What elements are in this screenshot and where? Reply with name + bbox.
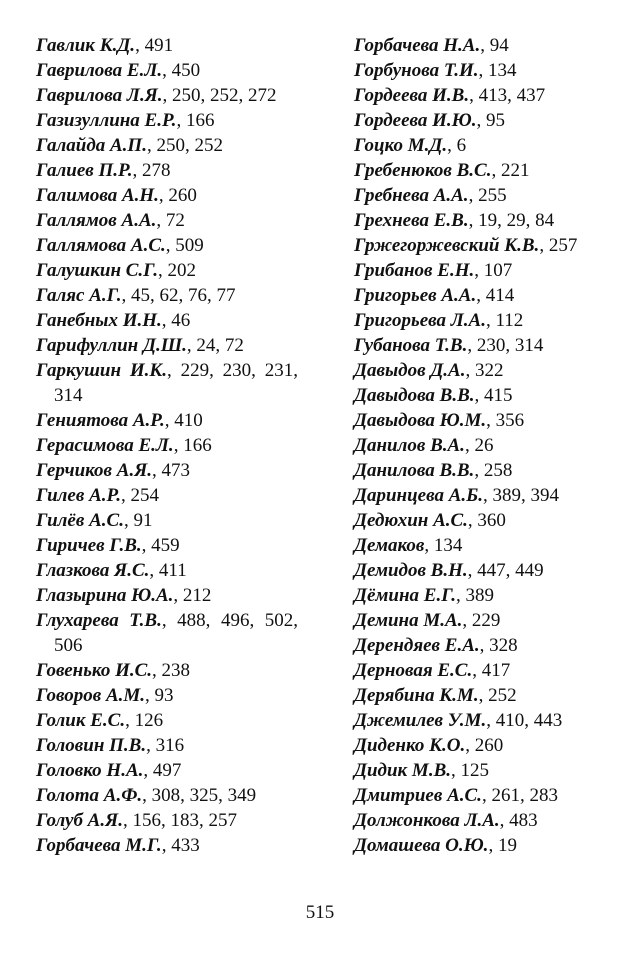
entry-name: Грехнева Е.В.: [354, 210, 469, 231]
index-entry: [36, 58, 298, 83]
index-entry: [354, 733, 608, 758]
entry-name: Демина М.А.: [354, 610, 463, 631]
entry-pages: , 230, 314: [467, 335, 544, 356]
entry-name: Гаврилова Л.Я.: [36, 85, 163, 106]
index-entry: [354, 433, 608, 458]
entry-pages: , 328: [479, 635, 518, 656]
entry-pages: , 491: [135, 35, 174, 56]
index-entry: [36, 508, 298, 533]
entry-pages: , 417: [472, 660, 511, 681]
index-entry: [354, 758, 608, 783]
entry-name: Гиричев Г.В.: [36, 535, 142, 556]
entry-pages: , 450: [162, 60, 201, 81]
entry-pages: , 316: [146, 735, 185, 756]
index-entry: [36, 258, 298, 283]
entry-pages: , 166: [176, 110, 215, 131]
entry-pages: , 360: [467, 510, 506, 531]
entry-name: Гребенюков В.С.: [354, 160, 492, 181]
entry-name: Галлямова А.С.: [36, 235, 166, 256]
entry-name: Галяс А.Г.: [36, 285, 122, 306]
entry-pages: , 278: [132, 160, 171, 181]
index-entry: [354, 683, 608, 708]
index-entry: [36, 558, 298, 583]
index-entry: [354, 558, 608, 583]
index-entry: [354, 308, 608, 333]
entry-pages: , 411: [149, 560, 187, 581]
entry-pages: , 509: [165, 235, 204, 256]
index-entry: [36, 833, 298, 858]
index-entry: [36, 108, 298, 133]
entry-pages: , 322: [465, 360, 504, 381]
index-entry: [36, 408, 298, 433]
entry-name: Глазкова Я.С.: [36, 560, 150, 581]
entry-pages: , 483: [499, 810, 538, 831]
index-entry: [354, 183, 608, 208]
index-entry: [36, 683, 298, 708]
entry-pages: , 260: [465, 735, 504, 756]
entry-pages: , 125: [451, 760, 489, 781]
entry-name: Глухарева Т.В.: [36, 610, 162, 631]
entry-name: Диденко К.О.: [354, 735, 466, 756]
entry-name: Гоцко М.Д.: [354, 135, 448, 156]
entry-pages: , 433: [161, 835, 200, 856]
index-entry: [354, 258, 608, 283]
index-entry: [36, 183, 298, 208]
index-entry: [354, 158, 608, 183]
entry-name: Горбачева Н.А.: [354, 35, 481, 56]
entry-pages: , 93: [145, 685, 174, 706]
entry-name: Гребнева А.А.: [354, 185, 469, 206]
entry-pages: , 254: [120, 485, 159, 506]
index-entry: [354, 483, 608, 508]
index-entry: [354, 108, 608, 133]
entry-name: Давыдова В.В.: [354, 385, 475, 406]
entry-name: Григорьева Л.А.: [354, 310, 486, 331]
index-entry: [354, 508, 608, 533]
entry-pages: , 126: [125, 710, 164, 731]
entry-pages: , 134: [424, 535, 463, 556]
index-entry: [354, 833, 608, 858]
entry-pages: , 166: [173, 435, 212, 456]
entry-pages: , 356: [486, 410, 525, 431]
index-entry: [354, 458, 608, 483]
entry-pages: , 415: [474, 385, 513, 406]
index-entry: [36, 133, 298, 158]
entry-pages: , 389, 394: [482, 485, 559, 506]
index-column-right: [354, 33, 608, 858]
entry-name: Даринцева А.Б.: [354, 485, 483, 506]
entry-name: Дерендяев Е.А.: [354, 635, 480, 656]
entry-pages: , 459: [141, 535, 180, 556]
entry-name: Галиев П.Р.: [36, 160, 133, 181]
entry-name: Домашева О.Ю.: [354, 835, 489, 856]
page-number: 515: [305, 902, 335, 923]
entry-pages: , 229, 230, 231, 314: [54, 360, 298, 406]
entry-name: Должонкова Л.А.: [354, 810, 500, 831]
index-entry: [354, 33, 608, 58]
entry-name: Голик Е.С.: [36, 710, 126, 731]
entry-name: Газизуллина Е.Р.: [36, 110, 177, 131]
index-entry: [36, 758, 298, 783]
entry-name: Дмитриев А.С.: [354, 785, 482, 806]
entry-name: Головин П.В.: [36, 735, 147, 756]
index-entry: [36, 708, 298, 733]
entry-pages: , 229: [462, 610, 501, 631]
entry-pages: , 72: [156, 210, 185, 231]
entry-name: Данилов В.А.: [354, 435, 465, 456]
entry-name: Голуб А.Я.: [36, 810, 123, 831]
entry-pages: , 473: [152, 460, 191, 481]
entry-name: Голота А.Ф.: [36, 785, 143, 806]
index-entry: [354, 658, 608, 683]
index-entry: [354, 608, 608, 633]
entry-pages: , 238: [152, 660, 191, 681]
entry-name: Гарифуллин Д.Ш.: [36, 335, 187, 356]
entry-pages: , 261, 283: [481, 785, 558, 806]
index-entry: [354, 783, 608, 808]
entry-pages: , 414: [476, 285, 515, 306]
entry-name: Гржегоржевский К.В.: [354, 235, 540, 256]
entry-name: Демидов В.Н.: [354, 560, 468, 581]
index-entry: [36, 658, 298, 683]
entry-pages: , 26: [464, 435, 494, 456]
entry-name: Дёмина Е.Г.: [354, 585, 457, 606]
entry-name: Горбунова Т.И.: [354, 60, 479, 81]
entry-name: Глазырина Ю.А.: [36, 585, 174, 606]
entry-name: Галимова А.Н.: [36, 185, 159, 206]
index-entry: [354, 408, 608, 433]
entry-name: Гилёв А.С.: [36, 510, 124, 531]
entry-name: Джемилев У.М.: [354, 710, 487, 731]
entry-name: Гилев А.Р.: [36, 485, 121, 506]
entry-name: Гавлик К.Д.: [36, 35, 136, 56]
entry-pages: , 112: [485, 310, 524, 331]
entry-pages: , 413, 437: [469, 85, 546, 106]
entry-name: Дерябина К.М.: [354, 685, 479, 706]
entry-pages: , 308, 325, 349: [142, 785, 257, 806]
entry-pages: , 45, 62, 76, 77: [121, 285, 236, 306]
entry-name: Гаркушин И.К.: [36, 360, 168, 381]
entry-name: Галайда А.П.: [36, 135, 147, 156]
index-entry: [354, 583, 608, 608]
index-entry: [36, 533, 298, 558]
entry-name: Герасимова Е.Л.: [36, 435, 174, 456]
entry-pages: , 6: [447, 135, 467, 156]
entry-name: Гениятова А.Р.: [36, 410, 165, 431]
entry-pages: , 257: [539, 235, 578, 256]
index-entry: [36, 158, 298, 183]
entry-pages: , 19: [488, 835, 517, 856]
index-entry: [36, 83, 298, 108]
entry-pages: , 94: [480, 35, 509, 56]
entry-name: Головко Н.А.: [36, 760, 144, 781]
index-entry: [36, 33, 298, 58]
index-column-left: [36, 33, 298, 858]
entry-pages: , 250, 252, 272: [162, 85, 277, 106]
index-entry: [354, 633, 608, 658]
index-entry: [354, 208, 608, 233]
index-entry: [354, 333, 608, 358]
entry-name: Демаков: [354, 535, 425, 556]
index-entry: [36, 608, 298, 658]
index-entry: [36, 458, 298, 483]
entry-pages: , 410, 443: [486, 710, 563, 731]
index-entry: [36, 808, 298, 833]
index-entry: [354, 808, 608, 833]
index-entry: [354, 358, 608, 383]
entry-name: Говенько И.С.: [36, 660, 153, 681]
entry-name: Дедюхин А.С.: [354, 510, 468, 531]
index-entry: [36, 733, 298, 758]
entry-name: Давыдова Ю.М.: [354, 410, 487, 431]
index-entry: [36, 433, 298, 458]
entry-pages: , 156, 183, 257: [122, 810, 237, 831]
index-entry: [36, 233, 298, 258]
index-entry: [354, 533, 608, 558]
index-entry: [36, 283, 298, 308]
entry-pages: , 252: [478, 685, 517, 706]
entry-pages: , 221: [491, 160, 530, 181]
entry-name: Дидик М.В.: [354, 760, 451, 781]
entry-name: Галушкин С.Г.: [36, 260, 158, 281]
entry-pages: , 107: [474, 260, 513, 281]
index-entry: [36, 583, 298, 608]
entry-pages: , 95: [476, 110, 505, 131]
entry-pages: , 19, 29, 84: [468, 210, 555, 231]
index-entry: [354, 708, 608, 733]
entry-name: Герчиков А.Я.: [36, 460, 153, 481]
index-entry: [36, 208, 298, 233]
entry-name: Губанова Т.В.: [354, 335, 468, 356]
entry-pages: , 258: [474, 460, 513, 481]
entry-name: Гордеева И.В.: [354, 85, 470, 106]
entry-name: Галлямов А.А.: [36, 210, 157, 231]
index-entry: [354, 383, 608, 408]
index-entry: [36, 783, 298, 808]
entry-pages: , 447, 449: [467, 560, 544, 581]
index-entry: [354, 133, 608, 158]
entry-pages: , 410: [164, 410, 203, 431]
entry-pages: , 24, 72: [186, 335, 244, 356]
entry-name: Данилова В.В.: [354, 460, 475, 481]
entry-pages: , 91: [123, 510, 153, 531]
entry-name: Гаврилова Е.Л.: [36, 60, 163, 81]
index-entry: [36, 358, 298, 408]
index-entry: [36, 308, 298, 333]
entry-pages: , 389: [456, 585, 495, 606]
entry-name: Горбачева М.Г.: [36, 835, 162, 856]
entry-name: Давыдов Д.А.: [354, 360, 466, 381]
index-entry: [354, 58, 608, 83]
entry-pages: , 134: [478, 60, 517, 81]
entry-pages: , 250, 252: [146, 135, 223, 156]
entry-pages: , 46: [161, 310, 191, 331]
index-entry: [354, 83, 608, 108]
index-entry: [354, 283, 608, 308]
entry-name: Григорьев А.А.: [354, 285, 477, 306]
entry-pages: , 212: [173, 585, 212, 606]
index-entry: [36, 333, 298, 358]
entry-name: Говоров А.М.: [36, 685, 146, 706]
entry-name: Дерновая Е.С.: [354, 660, 473, 681]
entry-pages: , 488, 496, 502, 506: [54, 610, 298, 656]
entry-pages: , 260: [158, 185, 197, 206]
index-entry: [354, 233, 608, 258]
entry-name: Ганебных И.Н.: [36, 310, 162, 331]
entry-name: Гордеева И.Ю.: [354, 110, 477, 131]
entry-pages: , 497: [143, 760, 182, 781]
entry-pages: , 202: [157, 260, 196, 281]
index-entry: [36, 483, 298, 508]
entry-pages: , 255: [468, 185, 507, 206]
entry-name: Грибанов Е.Н.: [354, 260, 475, 281]
